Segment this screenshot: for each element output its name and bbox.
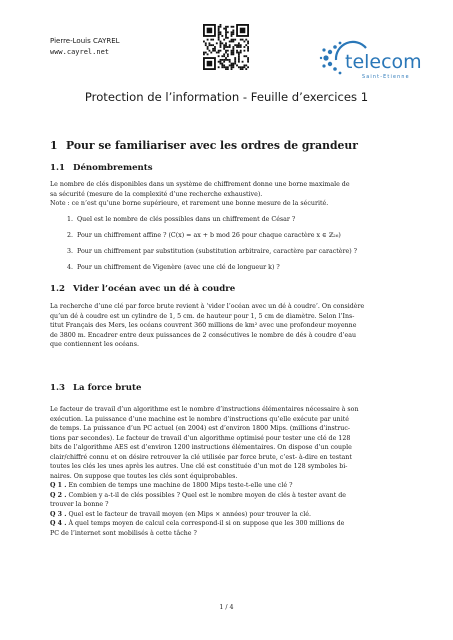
subsection-heading <box>50 284 235 294</box>
text-line: clair/chiffré connu et on désire retrouver la clé utilisée par force brute, c’est- à-dire en testant <box>50 453 352 461</box>
text-line: sa sécurité (mesure de la complexité d’une recherche exhaustive). <box>50 190 263 198</box>
text-line: Note : ce n’est qu’une borne supérieure, et rarement une bonne mesure de la sécurité. <box>50 200 329 207</box>
question-label: Q 1 . <box>50 482 67 489</box>
text-line: Le nombre de clés disponibles dans un système de chiffrement donne une borne maximale de <box>50 181 350 188</box>
text-line: toutes les clés les unes après les autres. Une clé est constituée d’un mot de 128 symboles bi- <box>50 463 348 470</box>
text-line: naires. On suppose que toutes les clés sont équiprobables. <box>50 472 238 480</box>
question-label: Q 3 . <box>50 510 67 518</box>
text-line: que contiennent les océans. <box>50 341 139 348</box>
item-number: 4. <box>67 264 74 271</box>
logo-subtitle-text: Saint-Etienne <box>362 75 410 80</box>
telecom-logo <box>320 38 422 82</box>
question <box>50 491 406 501</box>
list-item <box>67 231 341 241</box>
subsection-number: 1.3 <box>50 383 65 393</box>
subsection-heading <box>50 383 141 393</box>
text-line: bits de l’algorithme AES est d’environ 1200 instructions élémentaires. On dispose d’un couple <box>50 444 352 451</box>
question-label: Q 4 . <box>50 520 67 527</box>
item-number: 1. <box>67 216 74 223</box>
section-number: 1 <box>50 139 58 152</box>
question-text: À quel temps moyen de calcul cela correspond-il si on suppose que les 300 millions de <box>68 520 345 527</box>
document-title: Protection de l’information - Feuille d’exercices 1 <box>84 90 369 104</box>
list-item <box>67 263 280 273</box>
question-text: PC de l’internet sont mobilisés à cette tâche ? <box>50 529 197 537</box>
question-text: En combien de temps une machine de 1800 Mips teste-t-elle une clé ? <box>68 482 293 489</box>
question-text: Quel est le facteur de travail moyen (en Mips × années) pour trouver la clé. <box>68 510 311 518</box>
text-line: Le facteur de travail d’un algorithme est le nombre d’instructions élémentaires nécessaire à son <box>50 406 359 413</box>
subsection-title: La force brute <box>73 383 142 393</box>
page-number: 1 / 4 <box>219 604 234 611</box>
author-name: Pierre-Louis CAYREL <box>50 37 120 45</box>
paragraph <box>50 405 406 538</box>
question-label: Q 2 . <box>50 491 67 499</box>
section-heading <box>50 139 358 152</box>
item-text: Pour un chiffrement de Vigenère (avec une clé de longueur k) ? <box>77 264 280 271</box>
text-line: de 3800 m. Encadrer entre deux puissances de 2 consécutives le nombre de dés à coudre d’eau <box>50 331 357 339</box>
author-url[interactable]: www.cayrel.net <box>50 48 110 56</box>
item-text: Quel est le nombre de clés possibles dans un chiffrement de César ? <box>77 216 296 223</box>
item-text: Pour un chiffrement affine ? (C(x) = ax + b mod 26 pour chaque caractère x ∈ ℤ₂₆) <box>77 232 341 239</box>
subsection-number: 1.2 <box>50 284 65 294</box>
question-text: Combien y a-t-il de clés possibles ? Quel est le nombre moyen de clés à tester avant de <box>68 491 347 499</box>
text-line: tions par secondes). Le facteur de travail d’un algorithme optimisé pour tester une clé de 128 <box>50 434 351 442</box>
text-line: La recherche d’une clé par force brute revient à ‘vider l’océan avec un dé à coudre’. On considère <box>50 303 365 310</box>
text-line: de temps. La puissance d’un PC actuel (en 2004) est d’environ 1800 Mips. (millions d’instruc- <box>50 425 350 432</box>
subsection-heading <box>50 163 153 173</box>
text-line: titut Français des Mers, les océans couvrent 360 millions de km² avec une profondeur moyenne <box>50 322 357 329</box>
section-title: Pour se familiariser avec les ordres de grandeur <box>66 139 358 152</box>
subsection-number: 1.1 <box>50 163 65 173</box>
qr-code-icon <box>203 21 249 74</box>
paragraph <box>50 302 406 350</box>
logo-dots-icon <box>320 42 342 75</box>
text-line: qu’un dé à coudre est un cylindre de 1, 5 cm. de hauteur pour 1, 5 cm de diamètre. Selon l’Ins- <box>50 312 355 320</box>
item-text: Pour un chiffrement par substitution (substitution arbitraire, caractère par caractère) ? <box>77 248 358 255</box>
list-item <box>67 247 357 257</box>
paragraph <box>50 180 406 209</box>
question-text: trouver la bonne ? <box>50 501 109 508</box>
question <box>50 510 406 520</box>
item-number: 3. <box>67 248 74 255</box>
author-block <box>50 36 120 58</box>
subsection-title: Dénombrements <box>73 163 153 173</box>
logo-brand-text: telecom <box>345 51 422 73</box>
text-line: exécution. La puissance d’une machine est le nombre d’instructions qu’elle exécute par unité <box>50 415 350 423</box>
subsection-title: Vider l’océan avec un dé à coudre <box>73 284 236 294</box>
question <box>50 519 406 529</box>
list-item <box>67 215 295 225</box>
question <box>50 481 406 491</box>
item-number: 2. <box>67 232 74 239</box>
